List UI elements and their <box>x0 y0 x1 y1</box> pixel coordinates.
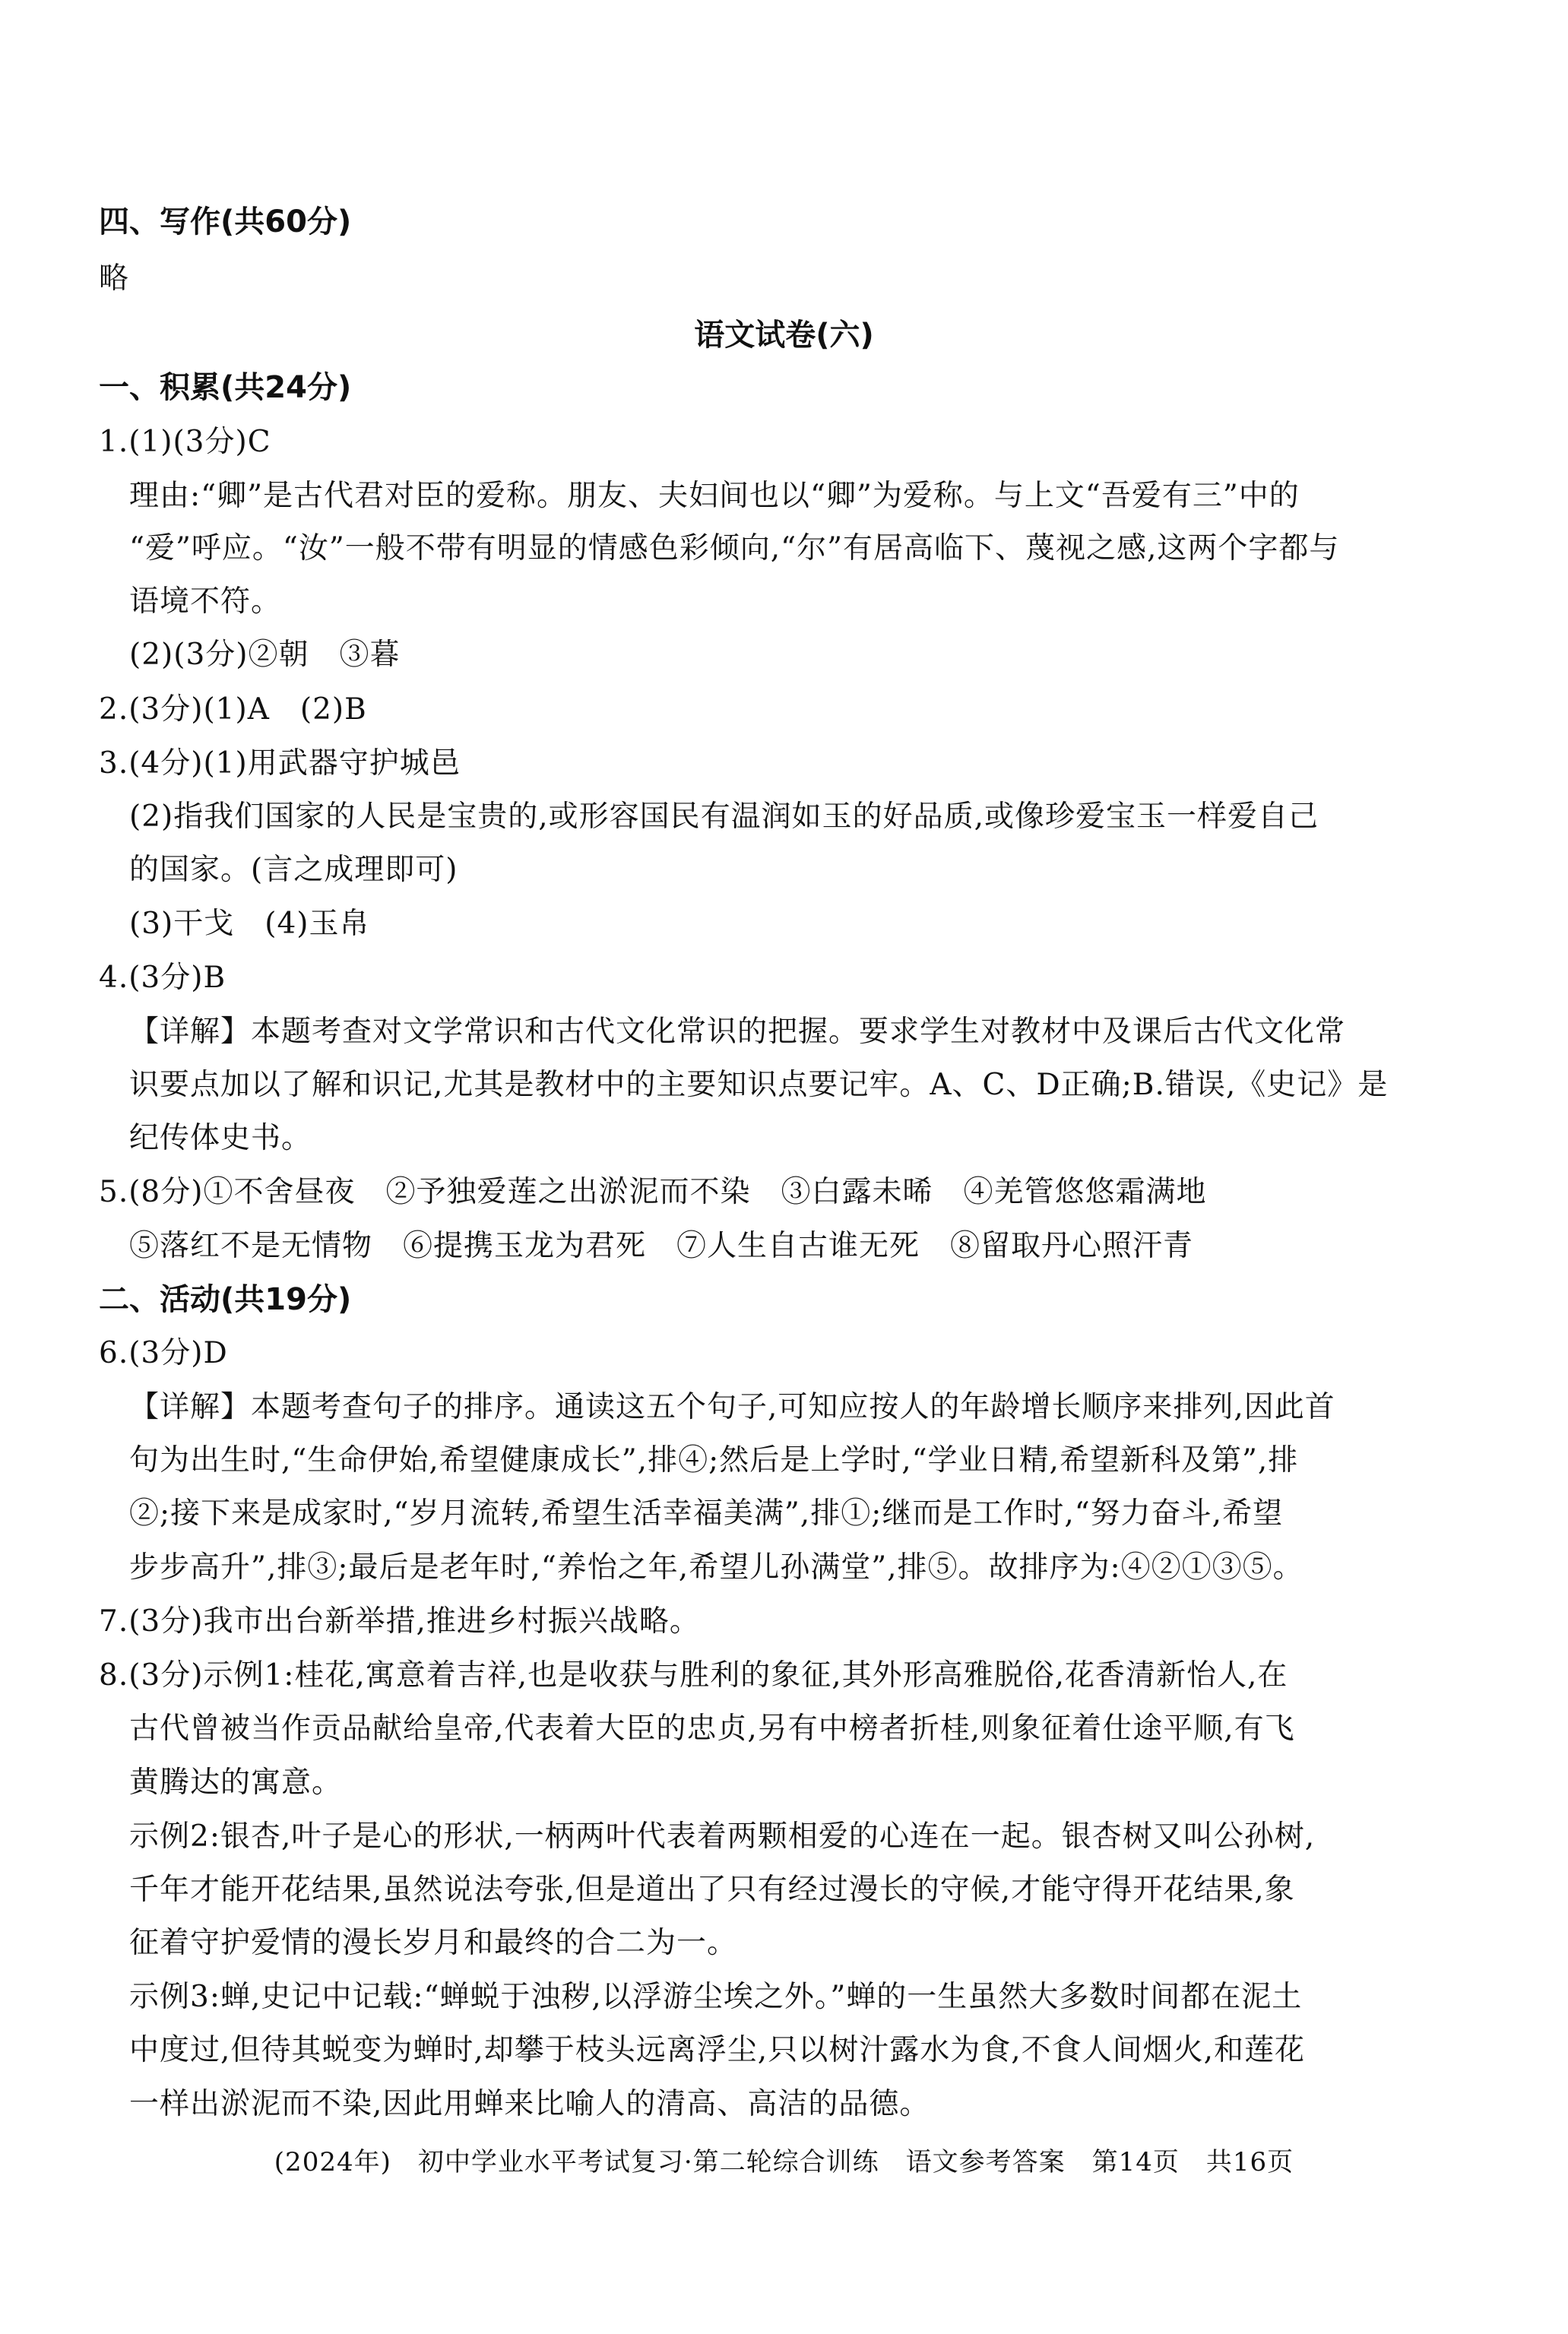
q1-reason-line2: “爱”呼应。“汝”一般不带有明显的情感色彩倾向,“尔”有居高临下、蔑视之感,这两个字都与 <box>129 531 1340 565</box>
q4-answer: 4.(3分)B <box>99 961 226 995</box>
q1-part2: (2)(3分)②朝 ③暮 <box>129 638 401 672</box>
q2-answer: 2.(3分)(1)A (2)B <box>99 692 367 727</box>
q3-answer-line2: (2)指我们国家的人民是宝贵的,或形容国民有温润如玉的好品质,或像珍爱宝玉一样爱自己 <box>129 800 1319 834</box>
q5-answer-line1: 5.(8分)①不舍昼夜 ②予独爱莲之出淤泥而不染 ③白露未晞 ④羌管悠悠霜满地 <box>99 1175 1207 1209</box>
q4-detail-line1: 【详解】本题考查对文学常识和古代文化常识的把握。要求学生对教材中及课后古代文化常 <box>129 1015 1346 1049</box>
section-heading-writing: 四、写作(共60分) <box>99 204 352 239</box>
q8-example2-line3: 征着守护爱情的漫长岁月和最终的合二为一。 <box>129 1926 738 1960</box>
q1-reason-line3: 语境不符。 <box>129 584 282 619</box>
q6-detail-line1: 【详解】本题考查句子的排序。通读这五个句子,可知应按人的年龄增长顺序来排列,因此首 <box>129 1390 1335 1424</box>
writing-answer: 略 <box>99 261 130 296</box>
q1-reason-line1: 理由:“卿”是古代君对臣的爱称。朋友、夫妇间也以“卿”为爱称。与上文“吾爱有三”中的 <box>129 479 1300 513</box>
q5-answer-line2: ⑤落红不是无情物 ⑥提携玉龙为君死 ⑦人生自古谁无死 ⑧留取丹心照汗青 <box>129 1229 1194 1263</box>
q7-answer: 7.(3分)我市出台新举措,推进乡村振兴战略。 <box>99 1604 700 1639</box>
q6-detail-line2: 句为出生时,“生命伊始,希望健康成长”,排④;然后是上学时,“学业日精,希望新科及第”,排 <box>129 1443 1299 1477</box>
page-footer: (2024年) 初中学业水平考试复习·第二轮综合训练 语文参考答案 第14页 共16页 <box>274 2147 1294 2177</box>
section-heading-accumulation: 一、积累(共24分) <box>99 370 352 405</box>
q8-example2-line1: 示例2:银杏,叶子是心的形状,一柄两叶代表着两颗相爱的心连在一起。银杏树又叫公孙树, <box>129 1819 1316 1854</box>
q4-detail-line3: 纪传体史书。 <box>129 1121 312 1155</box>
paper-title: 语文试卷(六) <box>694 318 874 353</box>
q8-example3-line2: 中度过,但待其蜕变为蝉时,却攀于枝头远离浮尘,只以树汁露水为食,不食人间烟火,和莲花 <box>129 2033 1305 2067</box>
q8-example3-line1: 示例3:蝉,史记中记载:“蝉蜕于浊秽,以浮游尘埃之外。”蝉的一生虽然大多数时间都在泥土 <box>129 1980 1303 2014</box>
q8-example1-line3: 黄腾达的寓意。 <box>129 1766 343 1800</box>
q8-example1-line2: 古代曾被当作贡品献给皇帝,代表着大臣的忠贞,另有中榜者折桂,则象征着仕途平顺,有飞 <box>129 1712 1295 1746</box>
q8-example3-line3: 一样出淤泥而不染,因此用蝉来比喻人的清高、高洁的品德。 <box>129 2087 930 2121</box>
section-heading-activity: 二、活动(共19分) <box>99 1282 352 1317</box>
q8-example2-line2: 千年才能开花结果,虽然说法夸张,但是道出了只有经过漫长的守候,才能守得开花结果,象 <box>129 1873 1295 1907</box>
q3-answer-line3: 的国家。(言之成理即可) <box>129 853 458 887</box>
q4-detail-line2: 识要点加以了解和识记,尤其是教材中的主要知识点要记牢。A、C、D正确;B.错误,《史记》是 <box>129 1068 1389 1102</box>
q3-answer-line4: (3)干戈 (4)玉帛 <box>129 907 370 941</box>
q3-answer-line1: 3.(4分)(1)用武器守护城邑 <box>99 746 461 781</box>
q6-answer: 6.(3分)D <box>99 1336 228 1370</box>
q6-detail-line3: ②;接下来是成家时,“岁月流转,希望生活幸福美满”,排①;继而是工作时,“努力奋斗,希望 <box>129 1496 1284 1531</box>
q8-example1-line1: 8.(3分)示例1:桂花,寓意着吉祥,也是收获与胜利的象征,其外形高雅脱俗,花香清新怡人,在 <box>99 1658 1288 1693</box>
q6-detail-line4: 步步高升”,排③;最后是老年时,“养怡之年,希望儿孙满堂”,排⑤。故排序为:④②①③⑤。 <box>129 1550 1303 1585</box>
q1-answer: 1.(1)(3分)C <box>99 425 271 459</box>
